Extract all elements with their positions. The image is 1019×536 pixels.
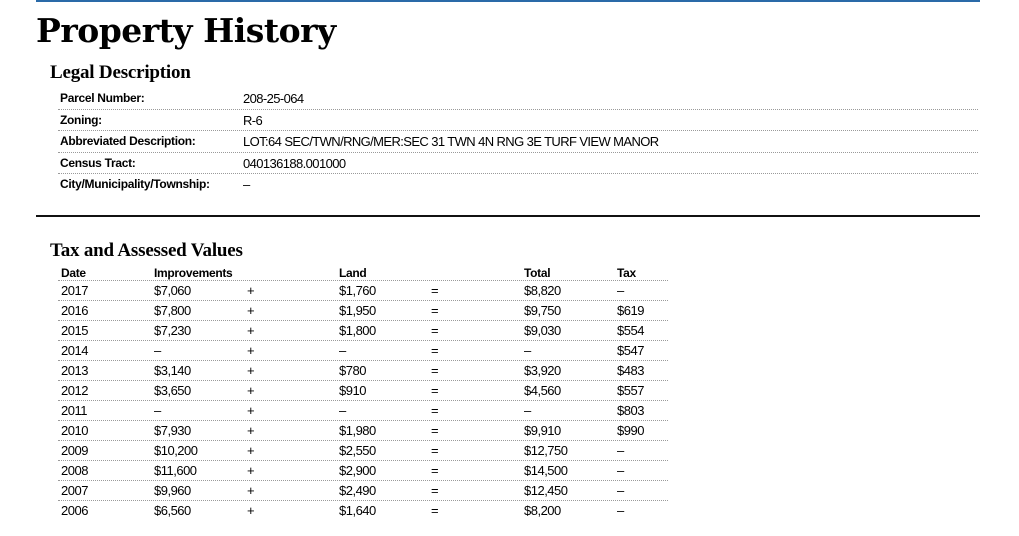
cell-tax: –	[617, 443, 624, 458]
cell-improvements: $3,140	[154, 363, 191, 378]
cell-improvements: $11,600	[154, 463, 197, 478]
cell-total: $12,750	[524, 443, 568, 458]
equals-sign: =	[431, 423, 439, 438]
legal-description-title: Legal Description	[50, 62, 191, 83]
equals-sign: =	[431, 403, 439, 418]
cell-total: –	[524, 343, 531, 358]
cell-total: $14,500	[524, 463, 568, 478]
legal-row	[58, 110, 978, 132]
legal-label: Zoning:	[60, 112, 102, 127]
cell-total: $9,750	[524, 303, 561, 318]
cell-tax: –	[617, 503, 624, 518]
cell-date: 2009	[61, 443, 88, 458]
section-divider	[36, 215, 980, 217]
equals-sign: =	[431, 343, 439, 358]
cell-date: 2010	[61, 423, 88, 438]
cell-date: 2014	[61, 343, 88, 358]
cell-land: $2,900	[339, 463, 376, 478]
tax-table-header	[58, 264, 668, 281]
cell-tax: –	[617, 463, 624, 478]
tax-row	[58, 381, 668, 401]
cell-land: $1,800	[339, 323, 376, 338]
plus-sign: +	[247, 363, 255, 378]
cell-land: $910	[339, 383, 366, 398]
plus-sign: +	[247, 383, 255, 398]
tax-row	[58, 301, 668, 321]
cell-improvements: $7,800	[154, 303, 191, 318]
plus-sign: +	[247, 503, 255, 518]
legal-value: R-6	[243, 112, 263, 128]
legal-row	[58, 88, 978, 110]
plus-sign: +	[247, 443, 255, 458]
cell-land: $780	[339, 363, 366, 378]
cell-land: $2,550	[339, 443, 376, 458]
cell-land: –	[339, 343, 346, 358]
cell-tax: $619	[617, 303, 644, 318]
plus-sign: +	[247, 343, 255, 358]
cell-tax: –	[617, 483, 624, 498]
equals-sign: =	[431, 383, 439, 398]
legal-label: City/Municipality/Township:	[60, 177, 210, 191]
tax-row	[58, 341, 668, 361]
equals-sign: =	[431, 463, 439, 478]
cell-tax: $990	[617, 423, 644, 438]
equals-sign: =	[431, 323, 439, 338]
cell-tax: –	[617, 283, 624, 298]
cell-tax: $554	[617, 323, 644, 338]
cell-date: 2016	[61, 303, 88, 318]
cell-date: 2017	[61, 283, 88, 298]
cell-total: $9,910	[524, 423, 561, 438]
cell-total: $8,200	[524, 503, 561, 518]
tax-row	[58, 361, 668, 381]
cell-improvements: $9,960	[154, 483, 191, 498]
cell-land: –	[339, 403, 346, 418]
cell-improvements: $10,200	[154, 443, 198, 458]
page-title: Property History	[36, 11, 336, 50]
tax-row	[58, 461, 668, 481]
cell-improvements: $7,060	[154, 283, 191, 298]
legal-value: LOT:64 SEC/TWN/RNG/MER:SEC 31 TWN 4N RNG 3E TURF VIEW MANOR	[243, 134, 659, 149]
cell-tax: $547	[617, 343, 644, 358]
plus-sign: +	[247, 303, 255, 318]
tax-row	[58, 441, 668, 461]
cell-land: $1,640	[339, 503, 376, 518]
header-land: Land	[339, 266, 367, 280]
legal-description-table	[58, 88, 978, 196]
cell-improvements: $7,230	[154, 323, 191, 338]
equals-sign: =	[431, 303, 439, 318]
equals-sign: =	[431, 443, 439, 458]
tax-row	[58, 481, 668, 501]
cell-date: 2013	[61, 363, 88, 378]
cell-date: 2012	[61, 383, 88, 398]
header-improvements: Improvements	[154, 266, 233, 280]
cell-land: $1,950	[339, 303, 376, 318]
legal-label: Abbreviated Description:	[60, 134, 196, 148]
tax-row	[58, 281, 668, 301]
tax-row	[58, 421, 668, 441]
tax-row	[58, 501, 668, 521]
cell-total: $4,560	[524, 383, 561, 398]
legal-value: 208-25-064	[243, 91, 304, 106]
tax-assessed-table	[58, 264, 668, 521]
cell-improvements: –	[154, 403, 161, 418]
cell-date: 2008	[61, 463, 88, 478]
plus-sign: +	[247, 283, 255, 298]
tax-row	[58, 401, 668, 421]
cell-date: 2007	[61, 483, 88, 498]
tax-row	[58, 321, 668, 341]
legal-label: Census Tract:	[60, 155, 136, 170]
cell-date: 2006	[61, 503, 88, 518]
plus-sign: +	[247, 403, 255, 418]
top-rule	[36, 0, 980, 2]
header-total: Total	[524, 266, 551, 280]
plus-sign: +	[247, 423, 255, 438]
legal-row	[58, 153, 978, 175]
legal-value: –	[243, 177, 250, 192]
legal-row	[58, 131, 978, 153]
cell-total: $8,820	[524, 283, 561, 298]
plus-sign: +	[247, 463, 255, 478]
cell-total: $12,450	[524, 483, 568, 498]
tax-assessed-title: Tax and Assessed Values	[50, 240, 243, 261]
equals-sign: =	[431, 483, 439, 498]
cell-date: 2011	[61, 403, 87, 418]
cell-date: 2015	[61, 323, 88, 338]
cell-tax: $557	[617, 383, 644, 398]
header-tax: Tax	[617, 266, 636, 280]
legal-row	[58, 174, 978, 196]
cell-land: $1,760	[339, 283, 376, 298]
cell-improvements: –	[154, 343, 161, 358]
cell-improvements: $6,560	[154, 503, 191, 518]
cell-improvements: $7,930	[154, 423, 191, 438]
equals-sign: =	[431, 283, 439, 298]
plus-sign: +	[247, 323, 255, 338]
legal-value: 040136188.001000	[243, 155, 346, 171]
plus-sign: +	[247, 483, 255, 498]
cell-tax: $483	[617, 363, 644, 378]
cell-tax: $803	[617, 403, 644, 418]
equals-sign: =	[431, 503, 439, 518]
cell-land: $1,980	[339, 423, 376, 438]
cell-land: $2,490	[339, 483, 376, 498]
cell-total: –	[524, 403, 531, 418]
cell-total: $9,030	[524, 323, 561, 338]
cell-improvements: $3,650	[154, 383, 191, 398]
cell-total: $3,920	[524, 363, 561, 378]
header-date: Date	[61, 266, 86, 280]
legal-label: Parcel Number:	[60, 91, 145, 105]
equals-sign: =	[431, 363, 439, 378]
